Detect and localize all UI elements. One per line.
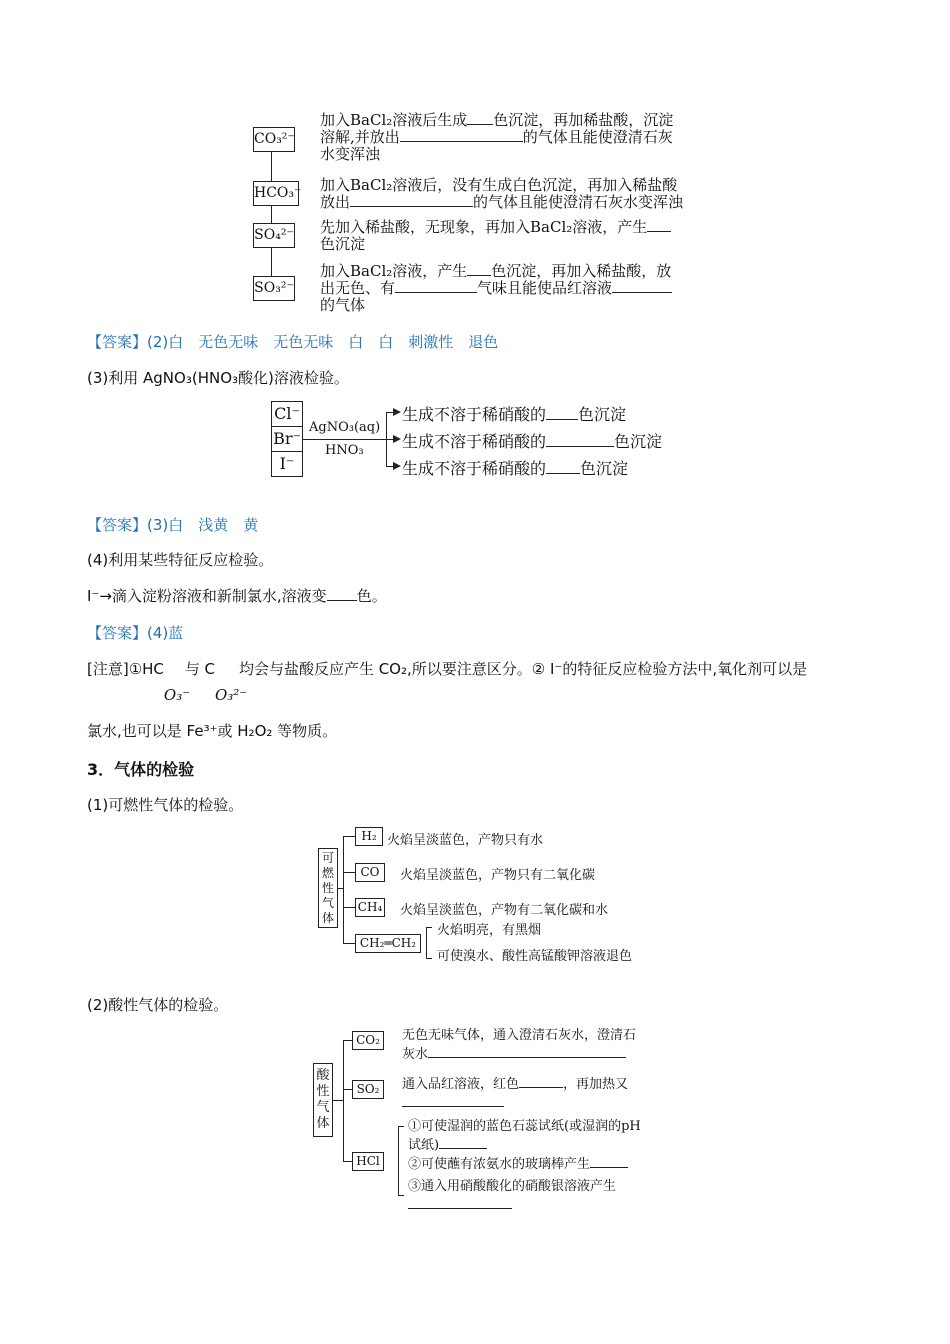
section-heading: 3．气体的检验 [87,760,195,779]
hco3-description: 加入BaCl₂溶液后，没有生成白色沉淀，再加入稀盐酸 放出 的气体且能使澄清石灰水变浑浊 [320,176,684,211]
paragraph-3-1: (1)可燃性气体的检验。 [87,796,244,814]
gas-box-so2: SO₂ [352,1080,384,1099]
so2-desc: 通入品红溶液，红色 ，再加热又 [402,1073,628,1111]
ethylene-desc-2: 可使溴水、酸性高锰酸钾溶液退色 [437,949,633,964]
gas-box-hcl: HCl [352,1152,384,1171]
arrow-icon [393,408,401,416]
gas-box-co: CO [355,863,385,882]
branch [343,872,355,873]
paragraph-3-2: (2)酸性气体的检验。 [87,996,229,1014]
branch [343,907,355,908]
arrow-icon [393,462,401,470]
co3-description: 加入BaCl₂溶液后生成 色沉淀，再加稀盐酸，沉淀 溶解,并放出 的气体且能使澄清石灰 水变浑浊 [320,111,674,163]
gas-box-co2: CO₂ [352,1031,384,1050]
ion-box-hco3: HCO₃⁻ [253,181,299,206]
branch [343,1161,352,1162]
paragraph-3: (3)利用 AgNO₃(HNO₃酸化)溶液检验。 [87,369,349,387]
branch [343,943,355,944]
ion-box-so4: SO₄²⁻ [253,223,295,248]
ion-box-cl: Cl⁻ [271,401,303,427]
answer-4: 【答案】(4)蓝 [87,624,184,642]
gas-box-ch4: CH₄ [355,898,385,917]
trunk [343,1040,344,1161]
so3-description: 加入BaCl₂溶液，产生 色沉淀，再加入稀盐酸，放 出无色、有 气味且能使品红溶液 的气体 [320,262,672,314]
ion-box-i: I⁻ [271,451,303,477]
stem [333,1100,343,1101]
branch [343,1089,352,1090]
hcl-desc-3: ③通入用硝酸酸化的硝酸银溶液产生 [408,1175,616,1213]
note-line2: 氯水,也可以是 Fe³⁺或 H₂O₂ 等物质。 [87,722,338,740]
h2-desc: 火焰呈淡蓝色，产物只有水 [387,833,544,848]
paragraph-4b: I⁻→滴入淀粉溶液和新制氯水,溶液变 色。 [87,587,387,605]
result-br: 生成不溶于稀硝酸的 色沉淀 [402,432,663,451]
branch [343,1040,352,1041]
gas-box-h2: H₂ [355,827,383,846]
result-cl: 生成不溶于稀硝酸的 色沉淀 [402,405,627,424]
ion-box-br: Br⁻ [271,426,303,452]
answer-3: 【答案】(3)白 浅黄 黄 [87,516,259,534]
ion-box-co3: CO₃²⁻ [253,127,295,152]
reagent-top: AgNO₃(aq) [309,420,381,435]
result-i: 生成不溶于稀硝酸的 色沉淀 [402,459,629,478]
brace [398,1126,404,1196]
reagent-arrow-line [303,439,386,440]
combustible-label: 可 燃 性 气 体 [318,848,338,928]
gas-box-ethylene: CH₂═CH₂ [355,934,421,953]
hcl-desc-1: ①可使湿润的蓝色石蕊试纸(或湿润的pH 试纸) [408,1119,641,1153]
co-desc: 火焰呈淡蓝色，产物只有二氧化碳 [400,868,596,883]
note: [注意]①HC O₃⁻ 与 C O₃²⁻ 均会与盐酸反应产生 CO₂,所以要注意区分。② I⁻的特征反应检验方法中,氧化剂可以是 [87,660,808,704]
brace [426,927,432,959]
acidic-label: 酸 性 气 体 [313,1063,333,1137]
reagent-bottom: HNO₃ [325,443,364,458]
ethylene-desc-1: 火焰明亮，有黑烟 [437,923,542,938]
ch4-desc: 火焰呈淡蓝色，产物有二氧化碳和水 [400,903,609,918]
trunk [343,836,344,943]
hcl-desc-2: ②可使蘸有浓氨水的玻璃棒产生 [408,1153,628,1172]
co2-desc: 无色无味气体，通入澄清石灰水，澄清石 灰水 [402,1028,637,1062]
answer-2: 【答案】(2)白 无色无味 无色无味 白 白 刺激性 退色 [87,333,499,351]
ion-box-so3: SO₃²⁻ [253,276,295,301]
paragraph-4: (4)利用某些特征反应检验。 [87,551,274,569]
arrow-icon [393,435,401,443]
branch [343,836,355,837]
so4-description: 先加入稀盐酸，无现象，再加入BaCl₂溶液，产生 色沉淀 [320,219,700,253]
